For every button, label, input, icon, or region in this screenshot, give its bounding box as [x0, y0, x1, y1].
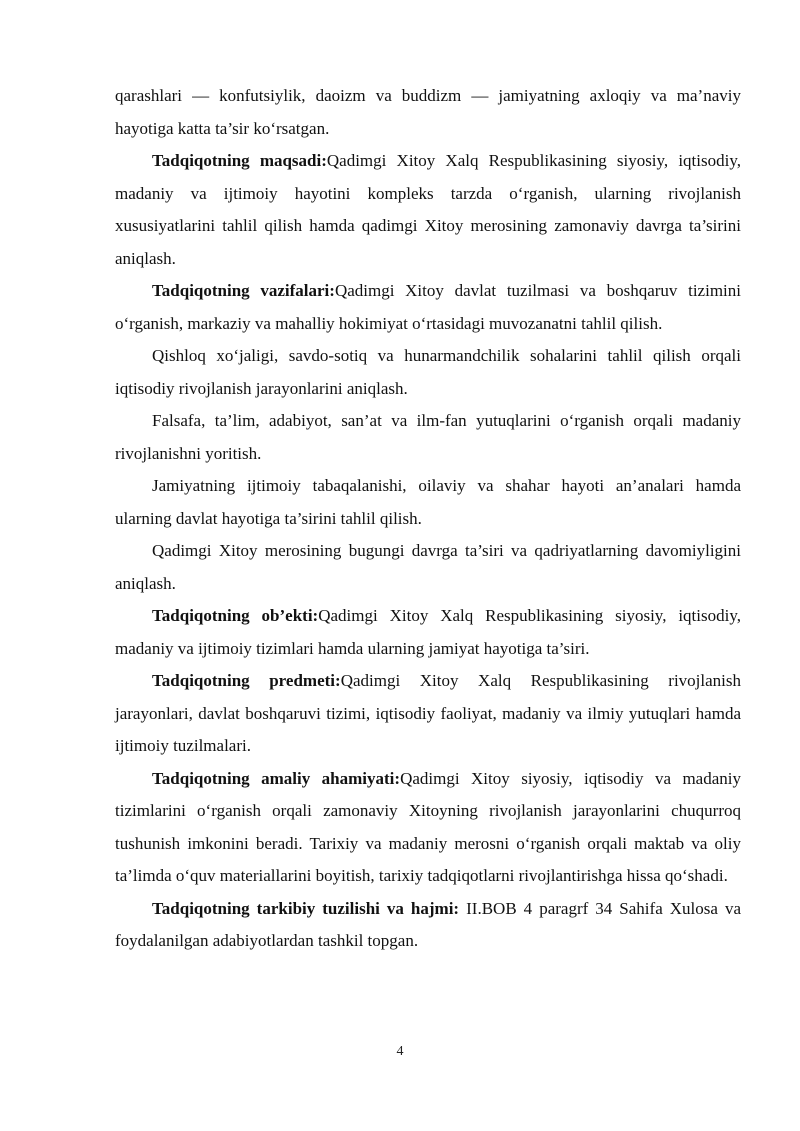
paragraph-text: Qadimgi Xitoy siyosiy, iqtisodiy va madaniy tizimlarini o‘rganish orqali zamonaviy Xitoyning rivojlanish jarayonlarini chuqurroq tushunish imkonini beradi. Tarixiy va madaniy merosni o‘rganish orqali maktab va oliy ta’limda o‘quv materiallarini boyitish, tarixiy tadqiqotlarni rivojlantirishga hissa qo‘shadi.	[115, 768, 741, 885]
paragraph-research-object	[115, 600, 741, 665]
paragraph-task-culture	[115, 405, 741, 470]
page-number: 4	[396, 1044, 404, 1059]
paragraph-practical-significance	[115, 763, 741, 893]
paragraph-task-heritage	[115, 535, 741, 600]
paragraph-text: Falsafa, ta’lim, adabiyot, san’at va ilm-fan yutuqlarini o‘rganish orqali madaniy rivojlanishni yoritish.	[115, 411, 741, 463]
paragraph-text: Jamiyatning ijtimoiy tabaqalanishi, oilaviy va shahar hayoti an’analari hamda ularning davlat hayotiga ta’sirini tahlil qilish.	[115, 476, 741, 528]
paragraph-task-economy	[115, 340, 741, 405]
paragraph-lead: Tadqiqotning maqsadi:	[152, 151, 327, 170]
paragraph-lead: Tadqiqotning tarkibiy tuzilishi va hajmi:	[152, 898, 467, 918]
paragraph-research-goal	[115, 145, 741, 275]
paragraph-text: Qadimgi Xitoy Xalq Respublikasining siyosiy, iqtisodiy, madaniy va ijtimoiy tizimlari hamda ularning jamiyat hayotiga ta’siri.	[115, 606, 741, 658]
paragraph-intro-continuation	[115, 80, 741, 145]
paragraph-structure-volume	[115, 893, 741, 958]
paragraph-text: Qadimgi Xitoy merosining bugungi davrga ta’siri va qadriyatlarning davomiyligini aniqlash.	[115, 541, 741, 593]
paragraph-text: qarashlari — konfutsiylik, daoizm va buddizm — jamiyatning axloqiy va ma’naviy hayotiga katta ta’sir ko‘rsatgan.	[115, 86, 741, 138]
paragraph-text: Qadimgi Xitoy davlat tuzilmasi va boshqaruv tizimini o‘rganish, markaziy va mahalliy hokimiyat o‘rtasidagi muvozanatni tahlil qilish.	[115, 281, 741, 333]
paragraph-lead: Tadqiqotning ob’ekti:	[152, 606, 319, 625]
paragraph-research-tasks	[115, 275, 741, 340]
paragraph-text: Qishloq xo‘jaligi, savdo-sotiq va hunarmandchilik sohalarini tahlil qilish orqali iqtisodiy rivojlanish jarayonlarini aniqlash.	[115, 346, 741, 398]
paragraph-lead: Tadqiqotning amaliy ahamiyati:	[152, 768, 401, 788]
paragraph-text: Qadimgi Xitoy Xalq Respublikasining rivojlanish jarayonlari, davlat boshqaruvi tizimi, iqtisodiy faoliyat, madaniy va ilmiy yutuqlari hamda ijtimoiy tuzilmalari.	[115, 671, 742, 755]
paragraph-lead: Tadqiqotning predmeti:	[152, 671, 341, 690]
paragraph-task-society	[115, 470, 741, 535]
paragraph-text: Qadimgi Xitoy Xalq Respublikasining siyosiy, iqtisodiy, madaniy va ijtimoiy hayotini kompleks tarzda o‘rganish, ularning rivojlanish xususiyatlarini tahlil qilish hamda qadimgi Xitoy merosining zamonaviy davrga ta’sirini aniqlash.	[115, 151, 741, 268]
paragraph-lead: Tadqiqotning vazifalari:	[152, 281, 335, 300]
document-page	[115, 80, 741, 958]
paragraph-text: II.BOB 4 paragrf 34 Sahifa Xulosa va foydalanilgan adabiyotlardan tashkil topgan.	[115, 898, 741, 950]
paragraph-research-subject	[115, 665, 741, 763]
